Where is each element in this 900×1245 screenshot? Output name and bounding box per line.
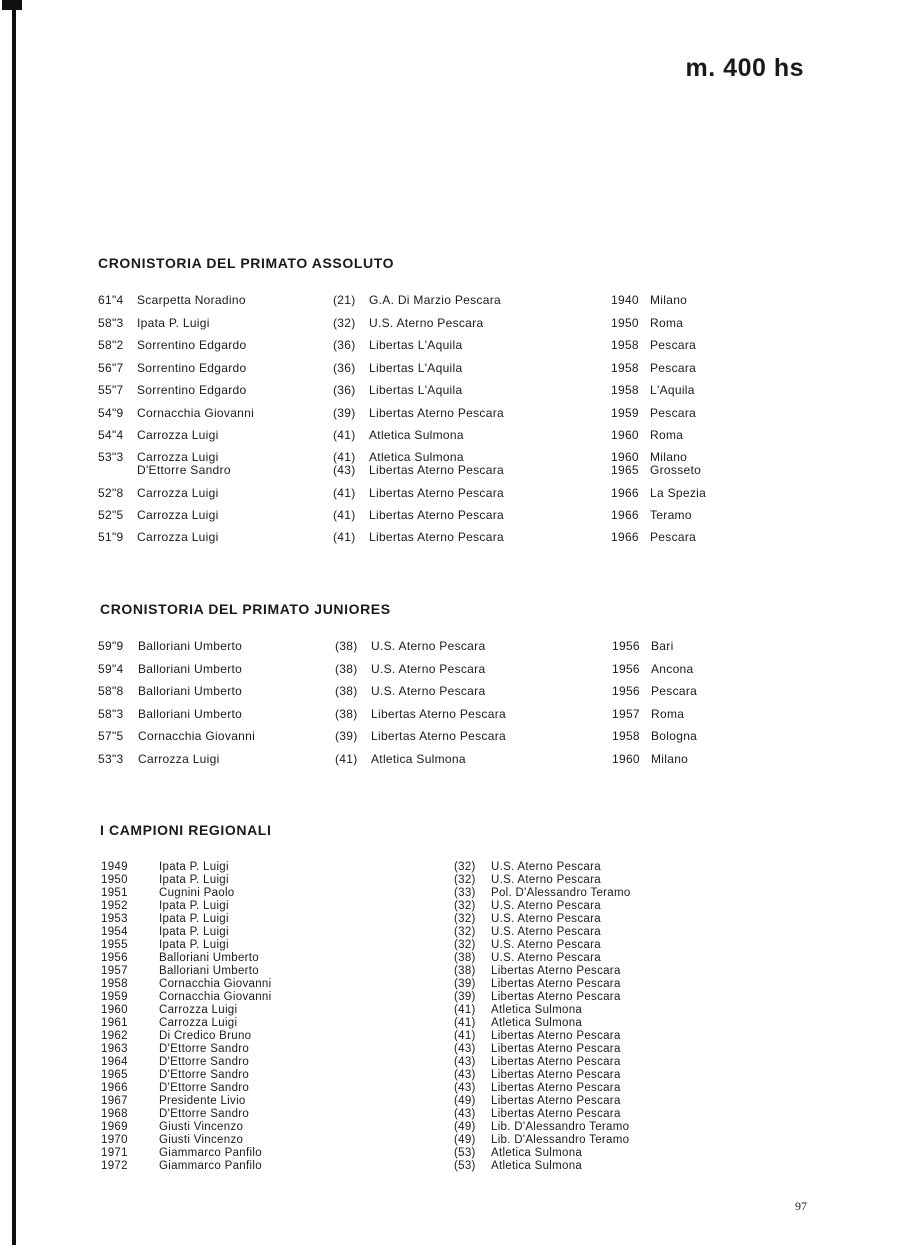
birth-year-code: (36) — [333, 361, 356, 375]
club-name: Libertas L'Aquila — [369, 383, 463, 397]
birth-year-code: (53) — [454, 1147, 476, 1159]
record-year: 1960 — [611, 450, 639, 464]
birth-year-code: (38) — [335, 662, 358, 676]
champion-row — [0, 874, 900, 887]
record-city: Bari — [651, 639, 674, 653]
athlete-name: Ipata P. Luigi — [137, 316, 210, 330]
record-year: 1940 — [611, 293, 639, 307]
club-name: U.S. Aterno Pescara — [491, 926, 601, 938]
birth-year-code: (43) — [454, 1056, 476, 1068]
record-time: 53"3 — [98, 450, 124, 464]
birth-year-code: (41) — [333, 530, 356, 544]
athlete-name: D'Ettorre Sandro — [159, 1082, 250, 1094]
champion-row — [0, 861, 900, 874]
athlete-name: Carrozza Luigi — [159, 1017, 238, 1029]
club-name: G.A. Di Marzio Pescara — [369, 293, 501, 307]
record-city: L'Aquila — [650, 383, 695, 397]
record-time: 54"4 — [98, 428, 124, 442]
champion-row — [0, 1056, 900, 1069]
athlete-name: Sorrentino Edgardo — [137, 338, 247, 352]
record-city: Milano — [651, 752, 689, 766]
birth-year-code: (33) — [454, 887, 476, 899]
champion-row — [0, 1069, 900, 1082]
club-name: Atletica Sulmona — [491, 1004, 583, 1016]
birth-year-code: (43) — [454, 1082, 476, 1094]
club-name: Libertas Aterno Pescara — [371, 729, 506, 743]
club-name: Atletica Sulmona — [369, 428, 464, 442]
record-time: 61"4 — [98, 293, 124, 307]
athlete-name: Ipata P. Luigi — [159, 913, 229, 925]
champion-row — [0, 900, 900, 913]
champion-row — [0, 965, 900, 978]
record-city: Milano — [650, 450, 688, 464]
club-name: U.S. Aterno Pescara — [491, 913, 601, 925]
club-name: Libertas Aterno Pescara — [491, 1043, 621, 1055]
birth-year-code: (41) — [333, 428, 356, 442]
athlete-name: Cugnini Paolo — [159, 887, 235, 899]
athlete-name: Cornacchia Giovanni — [138, 729, 256, 743]
champion-year: 1967 — [101, 1095, 128, 1107]
campioni-heading: I CAMPIONI REGIONALI — [100, 822, 272, 838]
club-name: Libertas Aterno Pescara — [491, 1030, 621, 1042]
record-time: 54"9 — [98, 406, 124, 420]
club-name: U.S. Aterno Pescara — [491, 952, 601, 964]
champion-year: 1970 — [101, 1134, 128, 1146]
champion-year: 1964 — [101, 1056, 128, 1068]
record-year: 1956 — [612, 662, 640, 676]
club-name: Libertas Aterno Pescara — [491, 1108, 621, 1120]
club-name: Atletica Sulmona — [491, 1017, 583, 1029]
record-year: 1956 — [612, 639, 640, 653]
birth-year-code: (41) — [335, 752, 358, 766]
champion-row — [0, 1134, 900, 1147]
record-time: 52"5 — [98, 508, 124, 522]
birth-year-code: (43) — [333, 463, 356, 477]
record-year: 1957 — [612, 707, 640, 721]
record-city: Pescara — [651, 684, 698, 698]
birth-year-code: (36) — [333, 383, 356, 397]
birth-year-code: (39) — [454, 978, 476, 990]
record-year: 1966 — [611, 530, 639, 544]
club-name: U.S. Aterno Pescara — [369, 316, 484, 330]
record-city: Pescara — [650, 338, 697, 352]
record-city: Pescara — [650, 530, 697, 544]
birth-year-code: (38) — [335, 684, 358, 698]
athlete-name: Presidente Livio — [159, 1095, 246, 1107]
champion-year: 1966 — [101, 1082, 128, 1094]
birth-year-code: (32) — [454, 861, 476, 873]
champion-row — [0, 991, 900, 1004]
record-year: 1965 — [611, 463, 639, 477]
birth-year-code: (41) — [333, 450, 356, 464]
athlete-name: Carrozza Luigi — [138, 752, 220, 766]
athlete-name: Ipata P. Luigi — [159, 939, 229, 951]
club-name: Atletica Sulmona — [491, 1160, 583, 1172]
athlete-name: Giammarco Panfilo — [159, 1147, 262, 1159]
record-time: 53"3 — [98, 752, 124, 766]
champion-year: 1971 — [101, 1147, 128, 1159]
athlete-name: Balloriani Umberto — [138, 707, 243, 721]
club-name: U.S. Aterno Pescara — [491, 861, 601, 873]
athlete-name: Cornacchia Giovanni — [159, 991, 272, 1003]
birth-year-code: (39) — [335, 729, 358, 743]
record-time: 57"5 — [98, 729, 124, 743]
athlete-name: Sorrentino Edgardo — [137, 361, 247, 375]
athlete-name: Ipata P. Luigi — [159, 874, 229, 886]
record-city: Grosseto — [650, 463, 702, 477]
champion-year: 1949 — [101, 861, 128, 873]
athlete-name: Balloriani Umberto — [138, 662, 243, 676]
champion-row — [0, 887, 900, 900]
athlete-name: Giusti Vincenzo — [159, 1121, 244, 1133]
birth-year-code: (41) — [333, 508, 356, 522]
record-city: Pescara — [650, 406, 697, 420]
club-name: Libertas Aterno Pescara — [369, 508, 504, 522]
champion-row — [0, 1017, 900, 1030]
birth-year-code: (32) — [333, 316, 356, 330]
record-time: 56"7 — [98, 361, 124, 375]
champion-row — [0, 939, 900, 952]
club-name: Libertas Aterno Pescara — [491, 1069, 621, 1081]
club-name: Libertas Aterno Pescara — [369, 463, 504, 477]
record-time: 58"2 — [98, 338, 124, 352]
birth-year-code: (53) — [454, 1160, 476, 1172]
birth-year-code: (39) — [454, 991, 476, 1003]
champion-year: 1950 — [101, 874, 128, 886]
record-city: Milano — [650, 293, 688, 307]
club-name: Libertas Aterno Pescara — [369, 530, 504, 544]
record-city: Roma — [650, 428, 684, 442]
juniores-heading: CRONISTORIA DEL PRIMATO JUNIORES — [100, 601, 391, 617]
club-name: Pol. D'Alessandro Teramo — [491, 887, 631, 899]
club-name: Atletica Sulmona — [371, 752, 466, 766]
record-city: Teramo — [650, 508, 692, 522]
club-name: Libertas L'Aquila — [369, 338, 463, 352]
record-year: 1966 — [611, 486, 639, 500]
birth-year-code: (41) — [454, 1030, 476, 1042]
athlete-name: D'Ettorre Sandro — [159, 1069, 250, 1081]
athlete-name: D'Ettorre Sandro — [137, 463, 231, 477]
athlete-name: Balloriani Umberto — [138, 639, 243, 653]
athlete-name: Carrozza Luigi — [137, 428, 219, 442]
club-name: Libertas Aterno Pescara — [491, 965, 621, 977]
champion-row — [0, 913, 900, 926]
club-name: Libertas Aterno Pescara — [491, 978, 621, 990]
athlete-name: D'Ettorre Sandro — [159, 1043, 250, 1055]
athlete-name: Scarpetta Noradino — [137, 293, 246, 307]
birth-year-code: (32) — [454, 939, 476, 951]
champion-row — [0, 978, 900, 991]
athlete-name: Carrozza Luigi — [159, 1004, 238, 1016]
athlete-name: Giammarco Panfilo — [159, 1160, 262, 1172]
athlete-name: Giusti Vincenzo — [159, 1134, 244, 1146]
athlete-name: Carrozza Luigi — [137, 530, 219, 544]
champion-year: 1954 — [101, 926, 128, 938]
record-year: 1958 — [611, 361, 639, 375]
champion-year: 1955 — [101, 939, 128, 951]
champion-row — [0, 1121, 900, 1134]
club-name: Libertas L'Aquila — [369, 361, 463, 375]
birth-year-code: (49) — [454, 1134, 476, 1146]
champion-year: 1969 — [101, 1121, 128, 1133]
record-year: 1958 — [611, 338, 639, 352]
champion-row — [0, 1043, 900, 1056]
athlete-name: Ipata P. Luigi — [159, 926, 229, 938]
champion-year: 1951 — [101, 887, 128, 899]
athlete-name: Ipata P. Luigi — [159, 900, 229, 912]
birth-year-code: (43) — [454, 1069, 476, 1081]
birth-year-code: (32) — [454, 900, 476, 912]
birth-year-code: (21) — [333, 293, 356, 307]
champion-year: 1952 — [101, 900, 128, 912]
record-time: 58"8 — [98, 684, 124, 698]
record-city: Ancona — [651, 662, 694, 676]
record-year: 1950 — [611, 316, 639, 330]
record-year: 1956 — [612, 684, 640, 698]
club-name: U.S. Aterno Pescara — [491, 939, 601, 951]
champion-year: 1959 — [101, 991, 128, 1003]
champion-row — [0, 1095, 900, 1108]
record-year: 1958 — [611, 383, 639, 397]
club-name: U.S. Aterno Pescara — [491, 874, 601, 886]
athlete-name: Carrozza Luigi — [137, 508, 219, 522]
record-year: 1958 — [612, 729, 640, 743]
club-name: Libertas Aterno Pescara — [491, 1056, 621, 1068]
birth-year-code: (49) — [454, 1121, 476, 1133]
birth-year-code: (38) — [454, 952, 476, 964]
athlete-name: Carrozza Luigi — [137, 486, 219, 500]
club-name: Lib. D'Alessandro Teramo — [491, 1134, 630, 1146]
champion-year: 1960 — [101, 1004, 128, 1016]
record-city: Roma — [651, 707, 685, 721]
champion-year: 1963 — [101, 1043, 128, 1055]
birth-year-code: (32) — [454, 926, 476, 938]
club-name: Atletica Sulmona — [369, 450, 464, 464]
birth-year-code: (36) — [333, 338, 356, 352]
club-name: Libertas Aterno Pescara — [369, 486, 504, 500]
champion-year: 1957 — [101, 965, 128, 977]
club-name: U.S. Aterno Pescara — [371, 639, 486, 653]
athlete-name: D'Ettorre Sandro — [159, 1056, 250, 1068]
athlete-name: Cornacchia Giovanni — [159, 978, 272, 990]
athlete-name: Balloriani Umberto — [159, 952, 259, 964]
record-time: 51"9 — [98, 530, 124, 544]
club-name: Libertas Aterno Pescara — [371, 707, 506, 721]
champion-year: 1953 — [101, 913, 128, 925]
birth-year-code: (32) — [454, 913, 476, 925]
champion-row — [0, 926, 900, 939]
champion-year: 1968 — [101, 1108, 128, 1120]
champion-row — [0, 1108, 900, 1121]
champion-year: 1958 — [101, 978, 128, 990]
athlete-name: D'Ettorre Sandro — [159, 1108, 250, 1120]
club-name: Libertas Aterno Pescara — [491, 1082, 621, 1094]
club-name: Libertas Aterno Pescara — [369, 406, 504, 420]
record-time: 58"3 — [98, 316, 124, 330]
event-title: m. 400 hs — [685, 54, 804, 82]
assoluto-heading: CRONISTORIA DEL PRIMATO ASSOLUTO — [98, 255, 395, 271]
athlete-name: Ipata P. Luigi — [159, 861, 229, 873]
birth-year-code: (41) — [454, 1004, 476, 1016]
birth-year-code: (43) — [454, 1108, 476, 1120]
birth-year-code: (38) — [335, 707, 358, 721]
club-name: Libertas Aterno Pescara — [491, 991, 621, 1003]
record-year: 1959 — [611, 406, 639, 420]
champion-row — [0, 1004, 900, 1017]
club-name: U.S. Aterno Pescara — [371, 684, 486, 698]
birth-year-code: (41) — [454, 1017, 476, 1029]
club-name: U.S. Aterno Pescara — [371, 662, 486, 676]
champion-row — [0, 1147, 900, 1160]
birth-year-code: (32) — [454, 874, 476, 886]
club-name: U.S. Aterno Pescara — [491, 900, 601, 912]
record-time: 55"7 — [98, 383, 124, 397]
record-time: 58"3 — [98, 707, 124, 721]
record-time: 52"8 — [98, 486, 124, 500]
athlete-name: Balloriani Umberto — [138, 684, 243, 698]
record-city: Bologna — [651, 729, 698, 743]
record-city: Roma — [650, 316, 684, 330]
athlete-name: Carrozza Luigi — [137, 450, 219, 464]
birth-year-code: (41) — [333, 486, 356, 500]
athlete-name: Di Credico Bruno — [159, 1030, 252, 1042]
champion-year: 1965 — [101, 1069, 128, 1081]
champion-year: 1961 — [101, 1017, 128, 1029]
birth-year-code: (43) — [454, 1043, 476, 1055]
record-year: 1966 — [611, 508, 639, 522]
birth-year-code: (38) — [335, 639, 358, 653]
club-name: Libertas Aterno Pescara — [491, 1095, 621, 1107]
club-name: Lib. D'Alessandro Teramo — [491, 1121, 630, 1133]
record-year: 1960 — [612, 752, 640, 766]
champion-row — [0, 952, 900, 965]
record-year: 1960 — [611, 428, 639, 442]
record-time: 59"9 — [98, 639, 124, 653]
champion-year: 1962 — [101, 1030, 128, 1042]
page-number: 97 — [795, 1199, 807, 1213]
birth-year-code: (38) — [454, 965, 476, 977]
athlete-name: Sorrentino Edgardo — [137, 383, 247, 397]
birth-year-code: (39) — [333, 406, 356, 420]
champion-row — [0, 1030, 900, 1043]
athlete-name: Cornacchia Giovanni — [137, 406, 255, 420]
record-time: 59"4 — [98, 662, 124, 676]
birth-year-code: (49) — [454, 1095, 476, 1107]
champion-row — [0, 1160, 900, 1173]
club-name: Atletica Sulmona — [491, 1147, 583, 1159]
champion-year: 1972 — [101, 1160, 128, 1172]
champion-row — [0, 1082, 900, 1095]
record-city: Pescara — [650, 361, 697, 375]
champion-year: 1956 — [101, 952, 128, 964]
record-city: La Spezia — [650, 486, 707, 500]
athlete-name: Balloriani Umberto — [159, 965, 259, 977]
